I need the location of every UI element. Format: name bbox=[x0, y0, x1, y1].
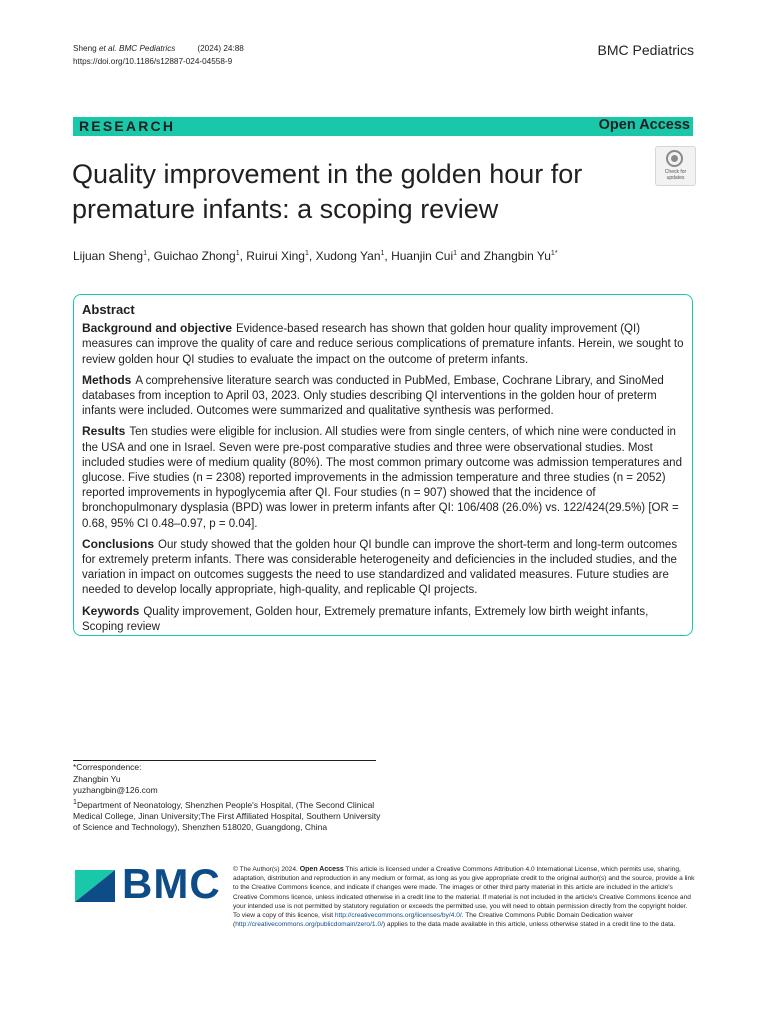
section-text: A comprehensive literature search was conducted in PubMed, Embase, Cochrane Library, and SinoMed databases from inception to April 03, 2023. Only studies describing QI interventions in the golden hour of preterm infants were included. Outcomes were summarized and qualitative synthesis was performed. bbox=[82, 374, 664, 418]
abstract-section-conclusions bbox=[82, 537, 686, 599]
section-label: Background and objective bbox=[82, 321, 233, 336]
author-affiliation-sup: 1 bbox=[235, 250, 240, 257]
section-label: Conclusions bbox=[82, 536, 155, 551]
authors-and: and bbox=[457, 249, 484, 263]
affiliation-sup: 1 bbox=[73, 797, 77, 806]
author-name[interactable]: Lijuan Sheng bbox=[73, 249, 144, 263]
license-open-access: Open Access bbox=[299, 866, 344, 873]
license-link-by[interactable]: http://creativecommons.org/licenses/by/4.0/ bbox=[334, 912, 462, 920]
author-name[interactable]: Huanjin Cui bbox=[391, 249, 454, 263]
correspondence-email[interactable]: yuzhangbin@126.com bbox=[73, 785, 158, 795]
author-affiliation-sup: 1 bbox=[453, 250, 458, 257]
doi-link[interactable]: https://doi.org/10.1186/s12887-024-04558-9 bbox=[73, 56, 233, 66]
check-updates-icon bbox=[666, 150, 683, 167]
author-list: Lijuan Sheng$^1$, Guichao Zhong$^1$, Ruirui Xing$^1$, Xudong Yan$^1$, Huanjin Cui$^1$ and Zhangbin $Yu^{1*}$ bbox=[73, 249, 558, 263]
abstract-section-background bbox=[82, 321, 686, 368]
bmc-logo-mark-icon bbox=[75, 866, 115, 906]
footnote bbox=[73, 762, 383, 834]
citation-line bbox=[73, 43, 244, 56]
author-name[interactable]: Zhangbin Yu bbox=[483, 249, 551, 263]
article-title: Quality improvement in the golden hour for premature infants: a scoping review bbox=[72, 159, 583, 224]
article-type-band bbox=[73, 117, 693, 136]
license-body-1: This article is licensed under a Creative Commons Attribution 4.0 International License, which permits use, sharing, adaptation, distribution and reproduction in any medium or format, as long as you give appropriate credit to the original author(s) and the source, provide a link to the Creative Commons licence, and indicate if changes were made. The images or other third party material in this article are included in the article's Creative Commons licence, unless indicated otherwise in a credit line to the material. If material is not included in the article's Creative Commons licence and your intended use is not permitted by statutory regulation or exceeds the permitted use, you will need to obtain permission directly from the copyright holder. To view a copy of this licence, visit bbox=[233, 866, 695, 920]
license-link-zero[interactable]: http://creativecommons.org/publicdomain/zero/1.0/ bbox=[235, 921, 383, 929]
journal-name: BMC Pediatrics bbox=[597, 42, 694, 58]
abstract-section-results bbox=[82, 424, 686, 531]
abstract-section-keywords bbox=[82, 604, 686, 635]
footnote-rule bbox=[73, 760, 376, 761]
section-text: Our study showed that the golden hour QI bundle can improve the short-term and long-term outcomes for extremely preterm infants. There was considerable heterogeneity and deficiencies in the included studies, and the variation in impact on outcomes suggests the need to use standardized and validated measures. Future studies are needed to develop locally appropriate, high-quality, and replicable QI projects. bbox=[82, 538, 678, 597]
section-text: Evidence-based research has shown that golden hour quality improvement (QI) measures can improve the quality of care and reduce serious complications of premature infants. Herein, we sought to review golden hour QI studies to evaluate the impact on the outcome of preterm infants. bbox=[82, 323, 684, 366]
check-for-updates-badge[interactable] bbox=[655, 146, 696, 186]
section-text: Ten studies were eligible for inclusion. All studies were from single centers, of which nine were conducted in the USA and one in Israel. Seven were pre-post comparative studies and three were observational studies. Most included studies were of medium quality (80%). The most common primary outcome was admission temperatures and glucose. Five studies (n = 2308) reported improvements in the admission temperature and three studies (n = 2052) reported improvements in hypoglycemia after QI. Four studies (n = 907) showed that the incidence of bronchopulmonary dysplasia (BPD) was lower in preterm infants after QI: 106/408 (26.0%) vs. 122/424(29.5%) [OR = 0.68, 95% CI 0.48–0.97, p = 0.04]. bbox=[82, 426, 682, 530]
bmc-logo-wordmark: BMC bbox=[122, 860, 221, 907]
author-affiliation-sup: 1 bbox=[143, 250, 147, 257]
running-header bbox=[73, 43, 244, 68]
abstract-section-methods bbox=[82, 373, 686, 420]
license-body-3: ) applies to the data made available in this article, unless otherwise stated in a credit line to the data. bbox=[382, 921, 676, 929]
citation-year: (2024) 24:88 bbox=[197, 44, 244, 53]
abstract-box bbox=[73, 294, 693, 636]
author-affiliation-sup: 1 bbox=[304, 250, 309, 257]
article-type-label: RESEARCH bbox=[79, 118, 176, 134]
section-label: Keywords bbox=[82, 603, 140, 618]
section-text: Quality improvement, Golden hour, Extremely premature infants, Extremely low birth weight infants, Scoping review bbox=[82, 605, 649, 633]
license-statement bbox=[233, 865, 695, 929]
author-affiliation-sup: 1 bbox=[380, 250, 385, 257]
section-label: Methods bbox=[82, 372, 132, 387]
citation-etal: et al. BMC Pediatrics bbox=[98, 44, 176, 53]
check-updates-text: Check for updates bbox=[664, 169, 687, 181]
license-body-2: . The Creative Commons Public Domain Dedication waiver ( bbox=[233, 912, 634, 929]
correspondence-label: *Correspondence: bbox=[73, 762, 142, 772]
author-name[interactable]: Guichao Zhong bbox=[153, 249, 236, 263]
abstract-heading: Abstract bbox=[82, 302, 135, 317]
correspondence-name: Zhangbin Yu bbox=[73, 773, 121, 784]
affiliation-text: Department of Neonatology, Shenzhen People's Hospital, (The Second Clinical Medical College, Jinan University;The First Affiliated Hospital, Southern University of Science and Technology), Shenzhen 518020, Guangdong, China bbox=[73, 799, 381, 833]
section-label: Results bbox=[82, 424, 126, 439]
open-access-label: Open Access bbox=[598, 117, 690, 133]
author-affiliation-sup: 1* bbox=[550, 250, 558, 257]
citation-authors: Sheng bbox=[73, 44, 99, 53]
license-copyright: © The Author(s) 2024. bbox=[233, 866, 298, 873]
author-name[interactable]: Ruirui Xing bbox=[246, 249, 305, 263]
affiliation bbox=[73, 797, 383, 834]
author-name[interactable]: Xudong Yan bbox=[315, 249, 381, 263]
